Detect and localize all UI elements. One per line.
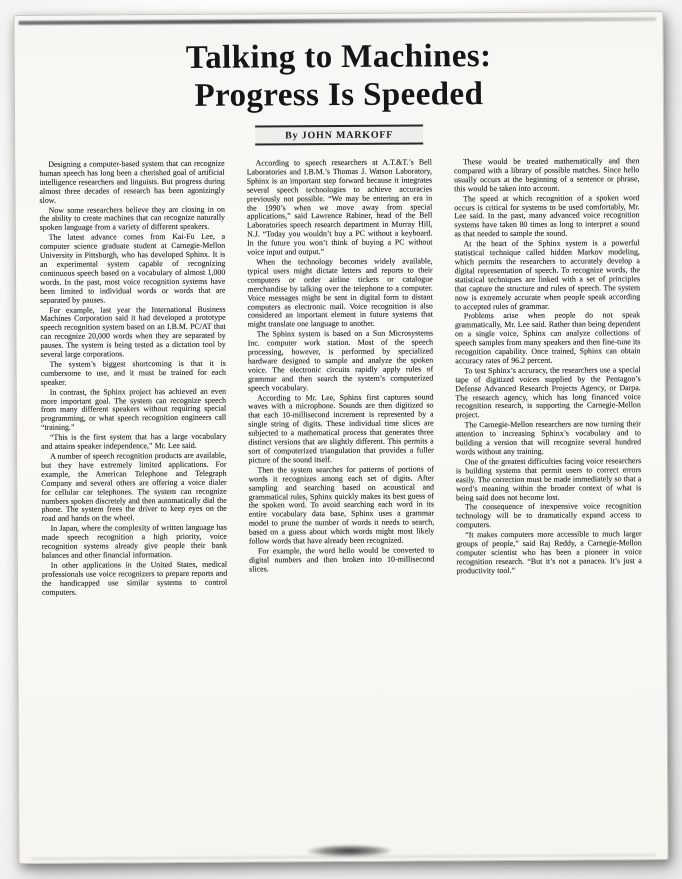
- paragraph: The speed at which recognition of a spoken word occurs is critical for systems to be used comfortably, Mr. Lee said. In the past, many advanced voice recognition systems have taken 80 times as long to interpret a sound as that needed to sample the sound.: [454, 192, 640, 239]
- paragraph: A number of speech recognition products are available, but they have extremely limited applications. For example, the American Telephone and Telegraph Company and several others are offering a voice dialer for cellular car telephones. The system can recognize numbers spoken discretely and then automatically dial the phone. The system frees the driver to keep eyes on the road and hands on the wheel.: [41, 450, 227, 524]
- article-column-1: [39, 160, 227, 599]
- paragraph: Then the system searches for patterns of portions of words it recognizes among each set of digits. After sampling and searching based on acoustical and grammatical rules, Sphinx quickly makes its best guess of the spoken word. To avoid searching each word in its entire vocabulary data base, Sphinx uses a grammar model to prune the number of words it needs to search, based on a guess about which words might most likely follow words that have already been recognized.: [248, 464, 435, 546]
- byline-text: By JOHN MARKOFF: [285, 129, 394, 142]
- paragraph: At the heart of the Sphinx system is a powerful statistical technique called hidden Markov modeling, which permits the researchers to accurately develop a digital representation of speech. To recognize words, the statistical techniques are linked with a set of principles that capture the structure and rules of speech. The system now is extremely accurate when people speak according to accepted rules of grammar.: [454, 238, 641, 311]
- paragraph: In contrast, the Sphinx project has achieved an even more important goal. The system can recognize speech from many different speakers without requiring special programming, or what speech recognition engineers call “training.”: [40, 386, 227, 433]
- article-body: [15, 143, 666, 612]
- paragraph: In Japan, where the complexity of written language has made speech recognition a high priority, voice recognition systems already give people their bank balances and other financial information.: [41, 522, 228, 560]
- paragraph: These would be treated mathematically and then compared with a library of possible matches. Since hello usually occurs at the beginning of a sentence or phrase, this would be taken into account.: [454, 156, 640, 194]
- article-title-line1: Talking to Machines:: [185, 38, 492, 76]
- paragraph: The system’s biggest shortcoming is that it is cumbersome to use, and it must be trained for each speaker.: [40, 358, 226, 387]
- paragraph: The consequence of inexpensive voice recognition technology will be to dramatically expand access to computers.: [456, 501, 642, 530]
- paragraph: Designing a computer-based system that can recognize human speech has long been a cherished goal of artificial intelligence researchers and linguists. But progress during almost three decades of research has been agonizingly slow.: [39, 158, 225, 205]
- paragraph: Problems arise when people do not speak grammatically, Mr. Lee said. Rather than being dependent on a single voice, Sphinx can analyze collections of speech samples from many speakers and then fine-tune its recognition capability. Once trained, Sphinx can obtain accuracy rates of 96.2 percent.: [454, 310, 641, 366]
- paragraph: Now some researchers believe they are closing in on the ability to create machines that can recognize naturally spoken language from a variety of different speakers.: [39, 204, 226, 233]
- paragraph: In other applications in the United States, medical professionals use voice recognizers to prepare reports and the handicapped use similar systems to control computers.: [41, 559, 228, 597]
- article-header: [14, 12, 663, 147]
- paragraph: For example, last year the International Business Machines Corporation said it had developed a prototype speech recognition system based on an I.B.M. PC/AT that can recognize 20,000 words when they are separated by pauses. The system is being tested as a dictation tool by several large corporations.: [40, 304, 226, 359]
- paragraph: The Carnegie-Mellon researchers are now turning their attention to increasing Sphinx’s vocabulary and to building a version that will recognize several hundred words without any training.: [455, 419, 642, 457]
- article-column-3: [454, 157, 642, 596]
- byline-box: [255, 124, 423, 145]
- article-column-2: [247, 158, 435, 597]
- paragraph: When the technology becomes widely available, typical users might dictate letters and reports to their computers or order airline tickets or catalogue merchandise by talking over the telephone to a computer. Voice messages might be sent in digital form to distant computers as electronic mail. Voice recognition is also considered an important element in future systems that might translate one language to another.: [247, 256, 433, 329]
- article-title: [15, 36, 663, 116]
- paragraph: “It makes computers more accessible to much larger groups of people,” said Raj Reddy, a Carnegie-Mellon computer scientist who has been a pioneer in voice recognition research. “But it’s not a panacea. It’s just a productivity tool.”: [456, 529, 642, 576]
- paragraph: According to Mr. Lee, Sphinx first captures sound waves with a microphone. Sounds are then digitized so that each 10-millisecond increment is represented by a single string of digits. These individual time slices are subjected to a mathematical process that generates three distinct versions that are slightly different. This permits a sort of computerized triangulation that provides a fuller picture of the sound itself.: [248, 391, 434, 465]
- paragraph: To test Sphinx’s accuracy, the researchers use a special tape of digitized voices supplied by the Pentagon’s Defense Advanced Research Projects Agency, or Darpa. The research agency, which has long financed voice recognition research, is supporting the Carnegie-Mellon project.: [455, 365, 641, 420]
- paragraph: According to speech researchers at A.T.&T.’s Bell Laboratories and I.B.M.’s Thomas J. Watson Laboratory, Sphinx is an important step forward because it integrates several speech technologies to achieve accuracies previously not possible. “We may be entering an era in the 1990’s when we move away from special applications,” said Lawrence Rabiner, head of the Bell Laboratories speech research department in Murray Hill, N.J. “Today you wouldn’t buy a PC without a keyboard. In the future you won’t think of buying a PC without voice input and output.”: [246, 157, 433, 257]
- newspaper-page: [13, 11, 668, 864]
- paragraph: “This is the first system that has a large vocabulary and attains speaker independence,” Mr. Lee said.: [41, 431, 227, 451]
- paragraph: The Sphinx system is based on a Sun Microsystems Inc. computer work station. Most of the speech processing, however, is performed by specialized hardware designed to sample and analyze the spoken voice. The electronic circuits rapidly apply rules of grammar and then search the system’s computerized speech vocabulary.: [247, 328, 434, 393]
- paragraph: The latest advance comes from Kai-Fu Lee, a computer science graduate student at Carnegie-Mellon University in Pittsburgh, who has developed Sphinx. It is an experimental system capable of recognizing continuous speech based on a vocabulary of almost 1,000 words. In the past, most voice recognition systems have been limited to individual words or words that are separated by pauses.: [39, 231, 226, 305]
- paragraph: One of the greatest difficulties facing voice researchers is building systems that permit users to correct errors easily. The correction must be made immediately so that a word’s meaning within the broader context of what is being said does not become lost.: [455, 456, 642, 502]
- paragraph: For example, the word hello would be converted to digital numbers and then broken into 10-millisecond slices.: [249, 545, 435, 574]
- article-title-line2: Progress Is Speeded: [194, 76, 484, 114]
